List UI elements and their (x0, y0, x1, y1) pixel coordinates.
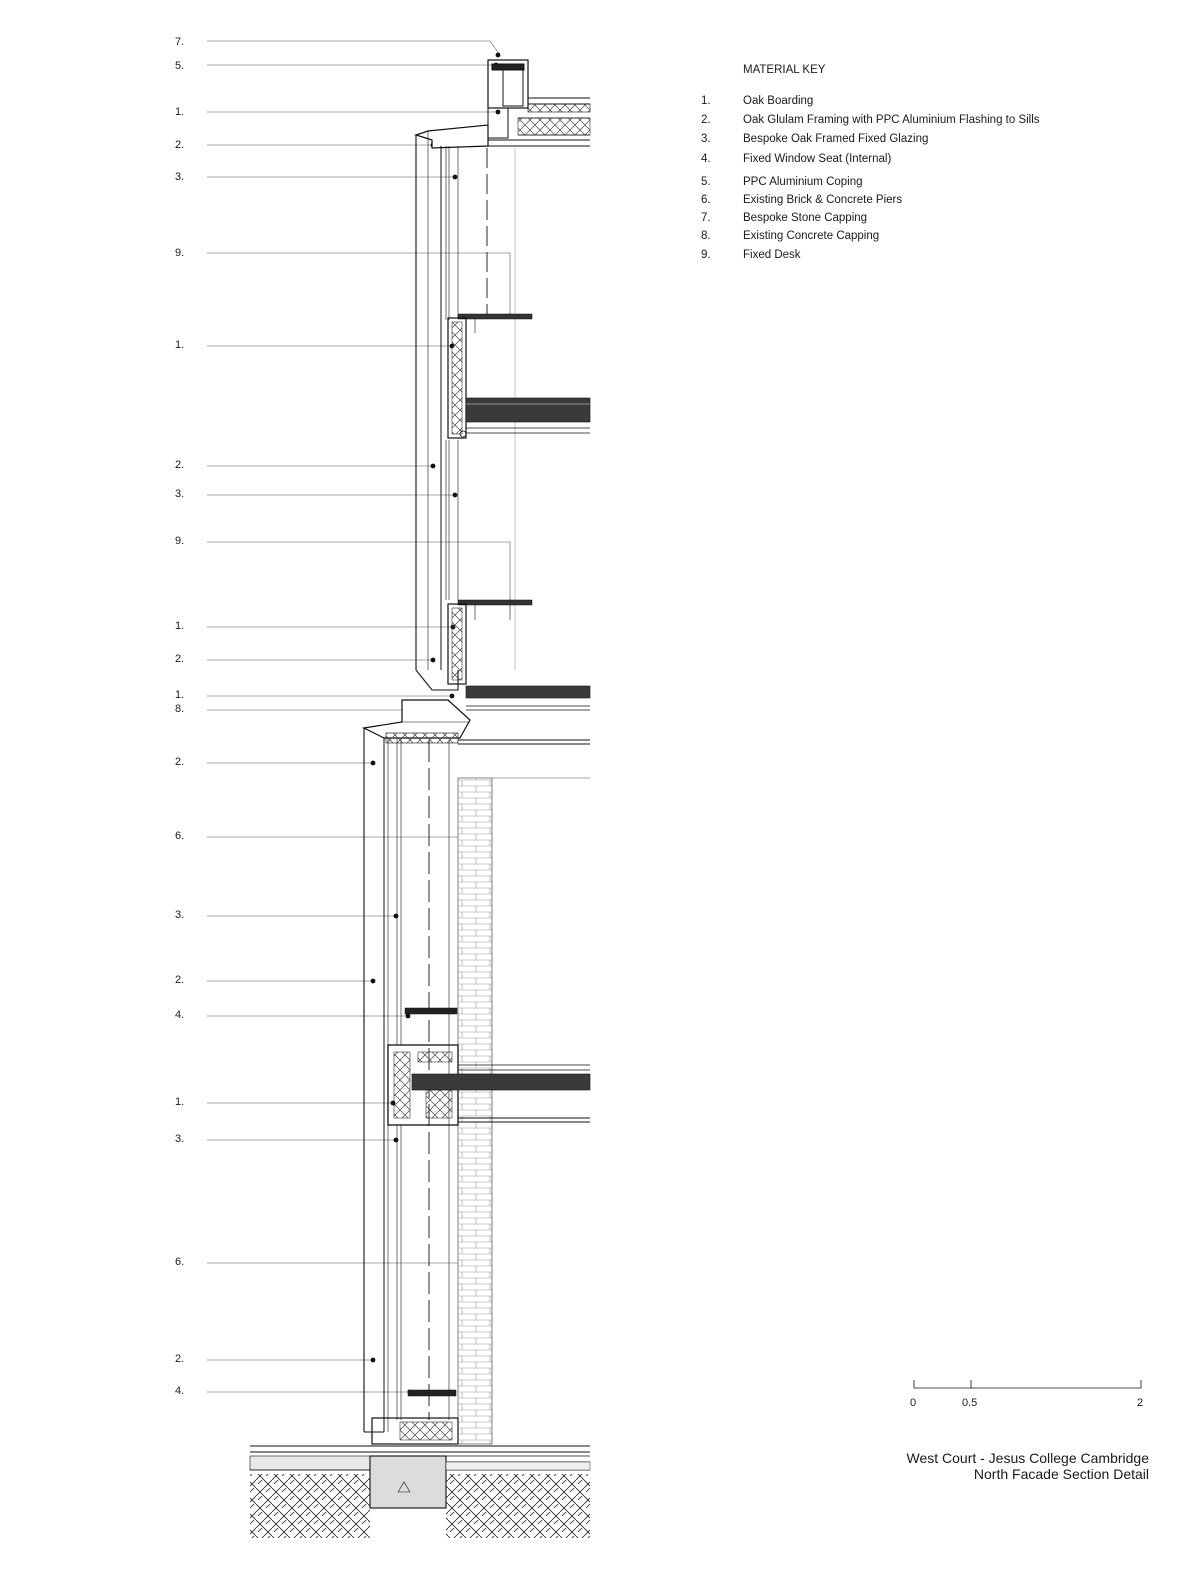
callout-2a (175, 139, 435, 151)
callout-2f (175, 1353, 375, 1365)
desk-upper (458, 314, 532, 333)
callout-1e (175, 1096, 395, 1108)
callout-8 (175, 703, 428, 715)
svg-text:1.: 1. (175, 339, 185, 351)
callout-2e (175, 974, 375, 986)
svg-text:2.: 2. (175, 756, 185, 768)
callout-9b (175, 535, 512, 604)
material-key-item (701, 249, 801, 261)
callout-6a (175, 830, 468, 842)
svg-text:1.: 1. (175, 1096, 185, 1108)
svg-text:3.: 3. (175, 171, 185, 183)
callout-9a (175, 247, 512, 318)
material-key-label: Oak Boarding (743, 95, 814, 107)
material-key-number: 6. (701, 194, 711, 206)
svg-text:2.: 2. (175, 653, 185, 665)
brick-pier (458, 778, 590, 1444)
scale-label-2: 2 (1137, 1397, 1144, 1409)
ground (250, 1446, 590, 1538)
material-key-item (701, 194, 902, 206)
scale-label-0: 0 (910, 1397, 917, 1409)
callout-3b (175, 488, 457, 500)
callout-4a (175, 1009, 410, 1021)
svg-text:7.: 7. (175, 36, 185, 48)
material-key-label: Fixed Desk (743, 249, 801, 261)
svg-text:2.: 2. (175, 974, 185, 986)
material-key-label: Fixed Window Seat (Internal) (743, 153, 892, 165)
material-key-number: 4. (701, 153, 711, 165)
callout-1a (175, 106, 500, 118)
svg-text:1.: 1. (175, 689, 185, 701)
callout-3a (175, 171, 457, 183)
upper-floor-zone (448, 318, 590, 438)
callout-3d (175, 1133, 398, 1145)
concrete-capping (364, 700, 470, 738)
callout-7 (175, 36, 500, 57)
callout-5 (175, 60, 498, 72)
desk-middle (458, 600, 532, 620)
scale-label-0-5: 0.5 (962, 1397, 978, 1409)
material-key-item (701, 133, 928, 145)
material-key-number: 1. (701, 95, 711, 107)
title-line-1: West Court - Jesus College Cambridge (906, 1450, 1149, 1466)
upper-sill (416, 604, 590, 710)
title-block (906, 1450, 1149, 1482)
svg-text:3.: 3. (175, 488, 185, 500)
svg-text:4.: 4. (175, 1385, 185, 1397)
base-detail (364, 1418, 458, 1444)
svg-text:9.: 9. (175, 535, 185, 547)
material-key-item (701, 212, 867, 224)
material-key-item (701, 176, 863, 188)
svg-text:1.: 1. (175, 620, 185, 632)
material-key-number: 3. (701, 133, 711, 145)
material-key-number: 8. (701, 230, 711, 242)
material-key-label: Oak Glulam Framing with PPC Aluminium Flashing to Sills (743, 114, 1040, 126)
upper-sill-head (416, 125, 488, 148)
svg-text:6.: 6. (175, 1256, 185, 1268)
svg-text:3.: 3. (175, 909, 185, 921)
material-key-number: 5. (701, 176, 711, 188)
svg-text:9.: 9. (175, 247, 185, 259)
scale-bar (910, 1380, 1143, 1409)
callout-4b (175, 1385, 412, 1397)
material-key-item (701, 95, 813, 107)
title-line-2: North Facade Section Detail (973, 1466, 1149, 1482)
svg-text:3.: 3. (175, 1133, 185, 1145)
material-key-number: 7. (701, 212, 711, 224)
material-key-title: MATERIAL KEY (743, 64, 826, 76)
material-key-label: Existing Brick & Concrete Piers (743, 194, 903, 206)
svg-text:6.: 6. (175, 830, 185, 842)
svg-text:5.: 5. (175, 60, 185, 72)
material-key-number: 2. (701, 114, 711, 126)
section-linework (250, 60, 590, 1538)
svg-text:2.: 2. (175, 459, 185, 471)
material-key-number: 9. (701, 249, 711, 261)
material-key-item (701, 114, 1040, 126)
svg-text:1.: 1. (175, 106, 185, 118)
window-seat-lower (408, 1390, 456, 1396)
callout-1d (175, 689, 454, 701)
callout-2b (175, 459, 435, 471)
callout-6b (175, 1256, 468, 1268)
material-key-item (701, 230, 879, 242)
material-key (701, 64, 1040, 261)
callout-3c (175, 909, 398, 921)
material-key-label: Existing Concrete Capping (743, 230, 880, 242)
svg-text:2.: 2. (175, 1353, 185, 1365)
material-key-label: Bespoke Oak Framed Fixed Glazing (743, 133, 929, 145)
svg-text:2.: 2. (175, 139, 185, 151)
material-key-label: PPC Aluminium Coping (743, 176, 863, 188)
callout-1c (175, 620, 455, 632)
material-key-label: Bespoke Stone Capping (743, 212, 868, 224)
svg-text:4.: 4. (175, 1009, 185, 1021)
material-key-item (701, 153, 891, 165)
svg-text:8.: 8. (175, 703, 185, 715)
callout-2c (175, 653, 435, 665)
callout-1b (175, 339, 454, 351)
callout-2d (175, 756, 375, 768)
window-seat-upper (405, 1008, 457, 1014)
